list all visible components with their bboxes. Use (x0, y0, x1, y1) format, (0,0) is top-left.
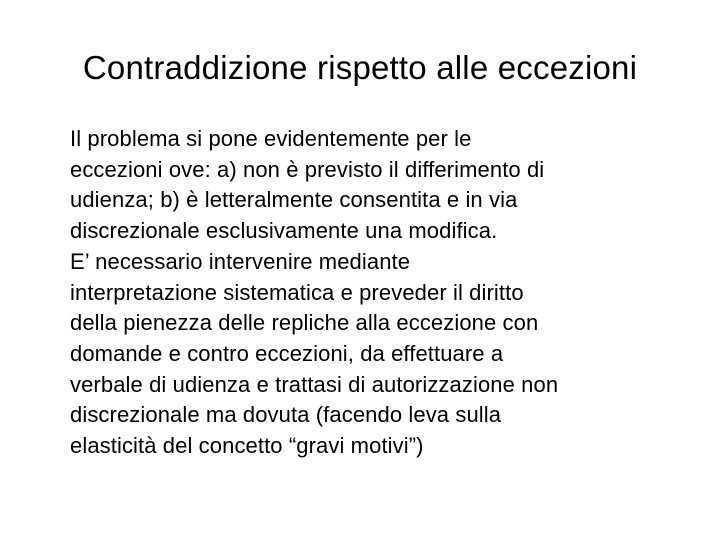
text-line: interpretazione sistematica e preveder il diritto (70, 279, 524, 305)
text-line: domande e contro eccezioni, da effettuare a (70, 340, 504, 366)
text-line: della pienezza delle repliche alla eccezione con (70, 310, 539, 336)
paragraph-interpretazione (70, 247, 690, 462)
text-line: E’ necessario intervenire mediante (70, 248, 411, 274)
text-line: elasticità del concetto “gravi motivi”) (70, 433, 424, 459)
paragraph-eccezioni (70, 124, 690, 247)
text-line: verbale di udienza e trattasi di autorizzazione non (70, 371, 559, 397)
text-line: eccezioni ove: a) non è previsto il differimento di (70, 156, 545, 182)
text-line: discrezionale esclusivamente una modifica. (70, 218, 498, 244)
text-line: udienza; b) è letteralmente consentita e in via (70, 187, 518, 213)
text-line: Il problema si pone evidentemente per le (70, 126, 472, 151)
slide-body (70, 124, 690, 462)
text-line: discrezionale ma dovuta (facendo leva sulla (70, 402, 502, 428)
slide-title: Contraddizione rispetto alle eccezioni (82, 49, 638, 86)
